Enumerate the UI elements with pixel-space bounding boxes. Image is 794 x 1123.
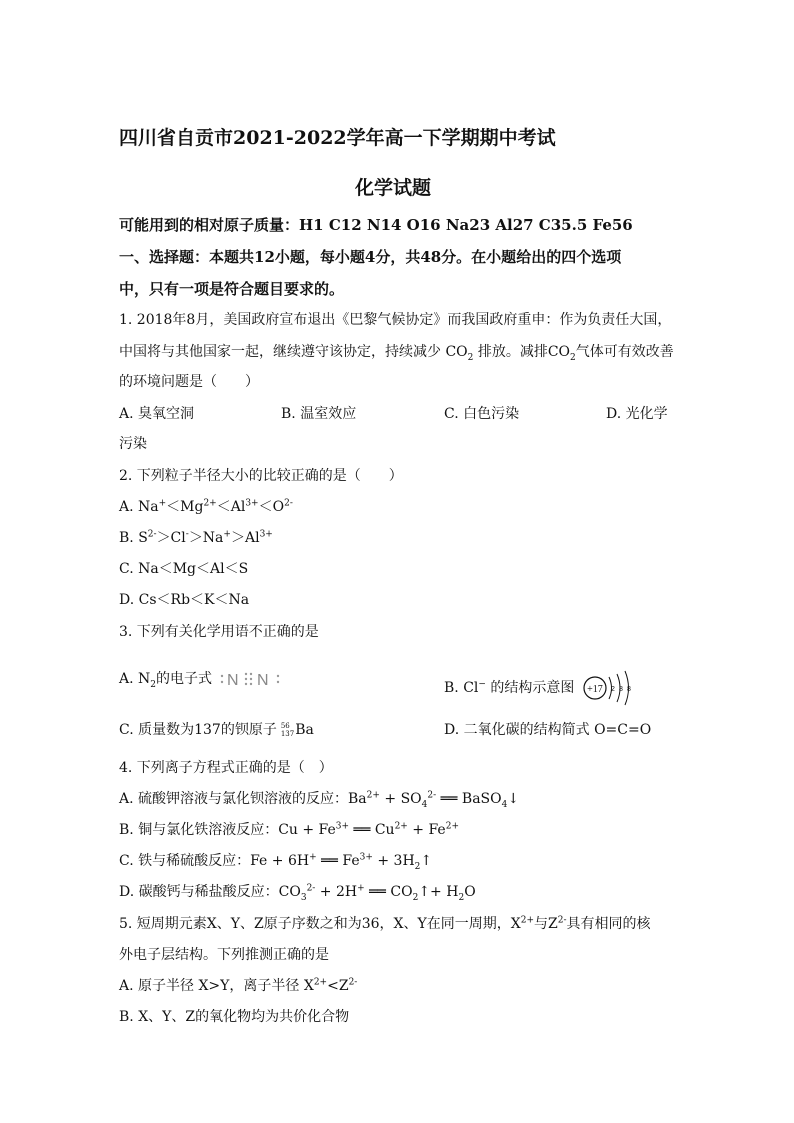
q5-stem-line1: 5. 短周期元素X、Y、Z原子序数之和为36，X、Y在同一周期，$X^{2+}$与$Z^{2-}$具有相同的核 [119,915,651,932]
q3-option-c: C. 质量数为137的钡原子 56 137 Ba [119,722,314,738]
q4-option-a: A. 硫酸钾溶液与氯化钡溶液的反应：$Ba^{2+} + SO_4^{2-}$ ══ BaSO$_4$↓ [119,790,520,810]
q4-option-b: B. 铜与氯化铁溶液反应：$Cu + Fe^{3+}$ ══ $Cu^{2+} + Fe^{2+}$ [119,821,459,838]
q5-option-a: A. 原子半径 X>Y，离子半径 $X^{2+}<Z^{2-}$ [119,977,358,994]
q3-option-a: A. $N_2$的电子式 N N [119,668,284,690]
cl-shell-3: 8 [626,686,631,693]
q1-option-c: C. 白色污染 [444,406,520,422]
section1-instruction-line2: 中，只有一项是符合题目要求的。 [119,280,345,298]
q2-stem: 2. 下列粒子半径大小的比较正确的是（ ） [119,468,403,484]
q4-option-d: D. 碳酸钙与稀盐酸反应：$CO_3^{2-} + 2H^+$ ══ $CO_2↑+ H_2O$ [119,883,476,903]
cl-nucleus-label: +17 [587,684,603,695]
exam-subtitle: 化学试题 [355,177,432,199]
atomic-mass-line: 可能用到的相对原子质量：H1 C12 N14 O16 Na23 Al27 C35.5 Fe56 [119,216,633,234]
q3-stem: 3. 下列有关化学用语不正确的是 [119,624,319,640]
q2-option-a: A. $Na^+<Mg^{2+}<Al^{3+}<O^{2-}$ [119,498,293,515]
q2-option-b: B. $S^{2-}>Cl^->Na^+>Al^{3+}$ [119,529,273,546]
cl-shell-2: 8 [618,686,623,693]
barium-isotope-notation: 56 137 [280,722,295,738]
q3-option-d: D. 二氧化碳的结构简式 O=C=O [444,722,652,738]
q1-stem-line2: 中国将与其他国家一起，继续遵守该协定，持续减少 $CO_2$ 排放。减排$CO_2$气体可有效改善 [119,344,674,363]
q5-stem-line2: 外电子层结构。下列推测正确的是 [119,947,329,963]
cl-shell-1: 2 [610,686,615,693]
q3-option-b: B. Cl− 的结构示意图 +17 2 8 8 [444,668,635,708]
n2-electron-formula-icon [218,668,284,690]
exam-title: 四川省自贡市2021-2022学年高一下学期期中考试 [119,127,556,149]
q4-option-c: C. 铁与稀硫酸反应：Fe + 6H+ ══ $Fe^{3+}$ + $3H_2↑$ [119,852,433,872]
n2-atom-right: N [257,672,270,689]
q4-stem: 4. 下列离子方程式正确的是（ ） [119,760,333,776]
q5-option-b: B. X、Y、Z的氧化物均为共价化合物 [119,1009,350,1025]
q1-stem-line3: 的环境问题是（ ） [119,374,259,390]
q1-option-d: D. 光化学 [606,406,668,422]
section1-instruction-line1: 一、选择题：本题共12小题，每小题4分，共48分。在小题给出的四个选项 [119,248,622,266]
q1-option-a: A. 臭氧空洞 [119,406,195,422]
q2-option-c: C. Na＜Mg＜Al＜S [119,561,249,577]
n2-atom-left: N [227,672,240,689]
q1-option-b: B. 温室效应 [281,406,357,422]
q2-option-d: D. Cs＜Rb＜K＜Na [119,592,250,608]
q1-stem-line1: 1. 2018年8月，美国政府宣布退出《巴黎气候协定》而我国政府重申：作为负责任大国， [119,312,672,328]
q1-option-d-cont: 污染 [119,436,147,452]
cl-ion-structure-diagram [581,668,635,708]
